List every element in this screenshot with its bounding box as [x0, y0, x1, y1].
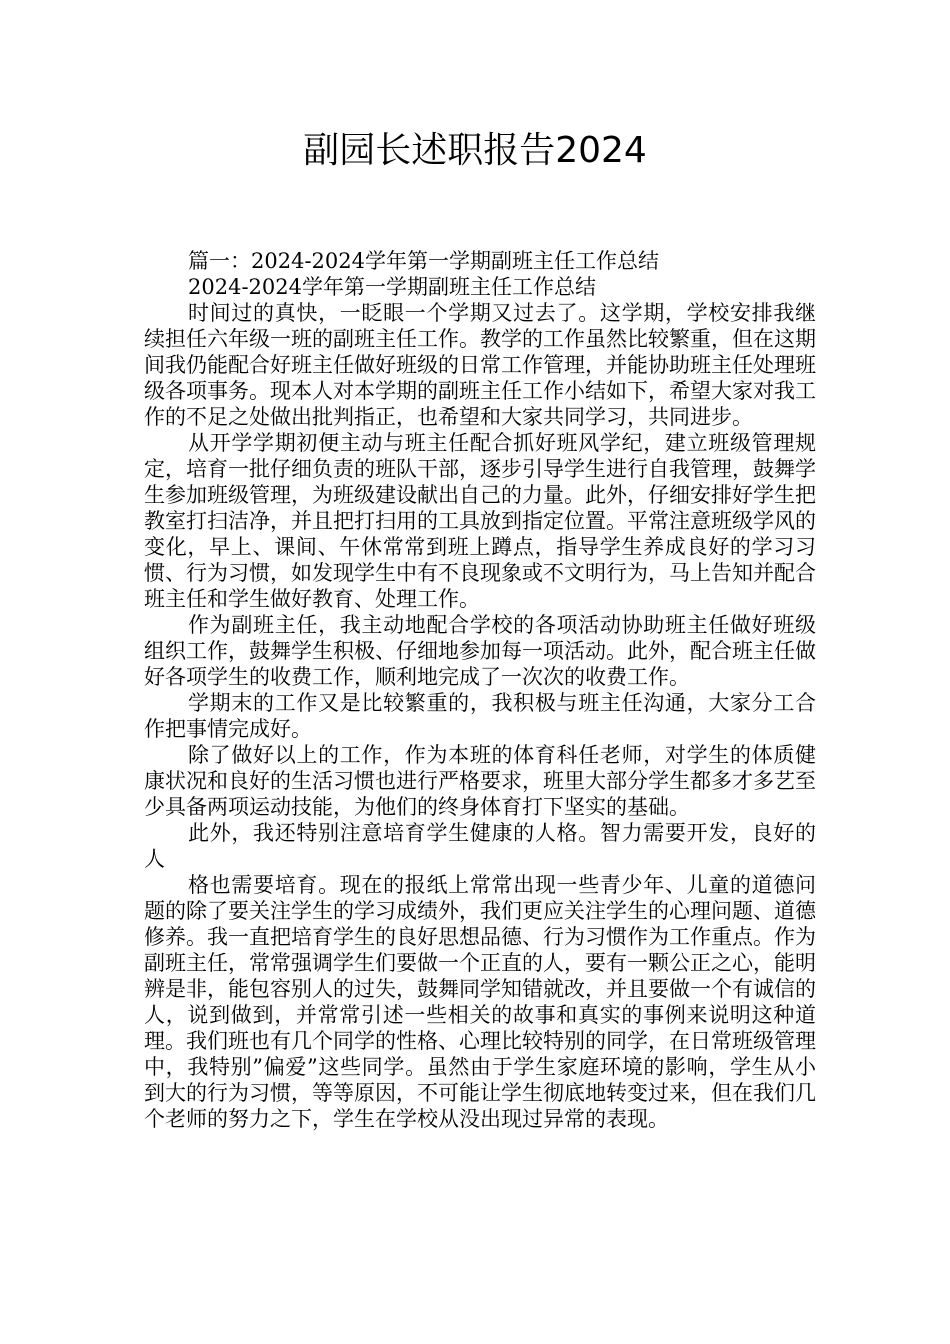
paragraph-intro: 时间过的真快，一眨眼一个学期又过去了。这学期，学校安排我继续担任六年级一班的副班主任工作。教学的工作虽然比较繁重，但在这期间我仍能配合好班主任做好班级的日常工作管理，并能协助班主任处理班级各项事务。现本人对本学期的副班主任工作小结如下，希望大家对我工作的不足之处做出批判指正，也希望和大家共同学习，共同进步。 — [144, 301, 816, 429]
document-title: 副园长述职报告2024 — [303, 130, 647, 171]
paragraph-personality: 此外，我还特别注意培育学生健康的人格。智力需要开发，良好的人 — [144, 821, 816, 871]
paragraph-term-end: 学期末的工作又是比较繁重的，我积极与班主任沟通，大家分工合作把事情完成好。 — [144, 691, 816, 741]
document-body — [144, 248, 816, 1132]
paragraph-subtitle: 2024-2024学年第一学期副班主任工作总结 — [188, 275, 596, 299]
paragraph-physical-education: 除了做好以上的工作，作为本班的体育科任老师，对学生的体质健康状况和良好的生活习惯也进行严格要求，班里大部分学生都多才多艺至少具备两项运动技能，为他们的终身体育打下坚实的基础。 — [144, 743, 816, 819]
paragraph-activities: 作为副班主任，我主动地配合学校的各项活动协助班主任做好班级组织工作，鼓舞学生积极、仔细地参加每一项活动。此外，配合班主任做好各项学生的收费工作，顺利地完成了一次次的收费工作。 — [144, 613, 816, 689]
paragraph-moral-education: 格也需要培育。现在的报纸上常常出现一些青少年、儿童的道德问题的除了要关注学生的学习成绩外，我们更应关注学生的心理问题、道德修养。我一直把培育学生的良好思想品德、行为习惯作为工作重点。作为副班主任，常常强调学生们要做一个正直的人，要有一颗公正之心，能明辨是非，能包容别人的过失，鼓舞同学知错就改，并且要做一个有诚信的人，说到做到，并常常引述一些相关的故事和真实的事例来说明这种道理。我们班也有几个同学的性格、心理比较特别的同学，在日常班级管理中，我特别”偏爱”这些同学。虽然由于学生家庭环境的影响，学生从小到大的行为习惯，等等原因，不可能让学生彻底地转变过来，但在我们几个老师的努力之下，学生在学校从没出现过异常的表现。 — [144, 873, 816, 1131]
paragraph-class-management: 从开学学期初便主动与班主任配合抓好班风学纪，建立班级管理规定，培育一批仔细负责的班队干部，逐步引导学生进行自我管理，鼓舞学生参加班级管理，为班级建设献出自己的力量。此外，仔细安排好学生把教室打扫洁净，并且把打扫用的工具放到指定位置。平常注意班级学风的变化，早上、课间、午休常常到班上蹲点，指导学生养成良好的学习习惯、行为习惯，如发现学生中有不良现象或不文明行为，马上告知并配合班主任和学生做好教育、处理工作。 — [144, 431, 816, 611]
paragraph-section-heading: 篇一：2024-2024学年第一学期副班主任工作总结 — [188, 249, 659, 273]
